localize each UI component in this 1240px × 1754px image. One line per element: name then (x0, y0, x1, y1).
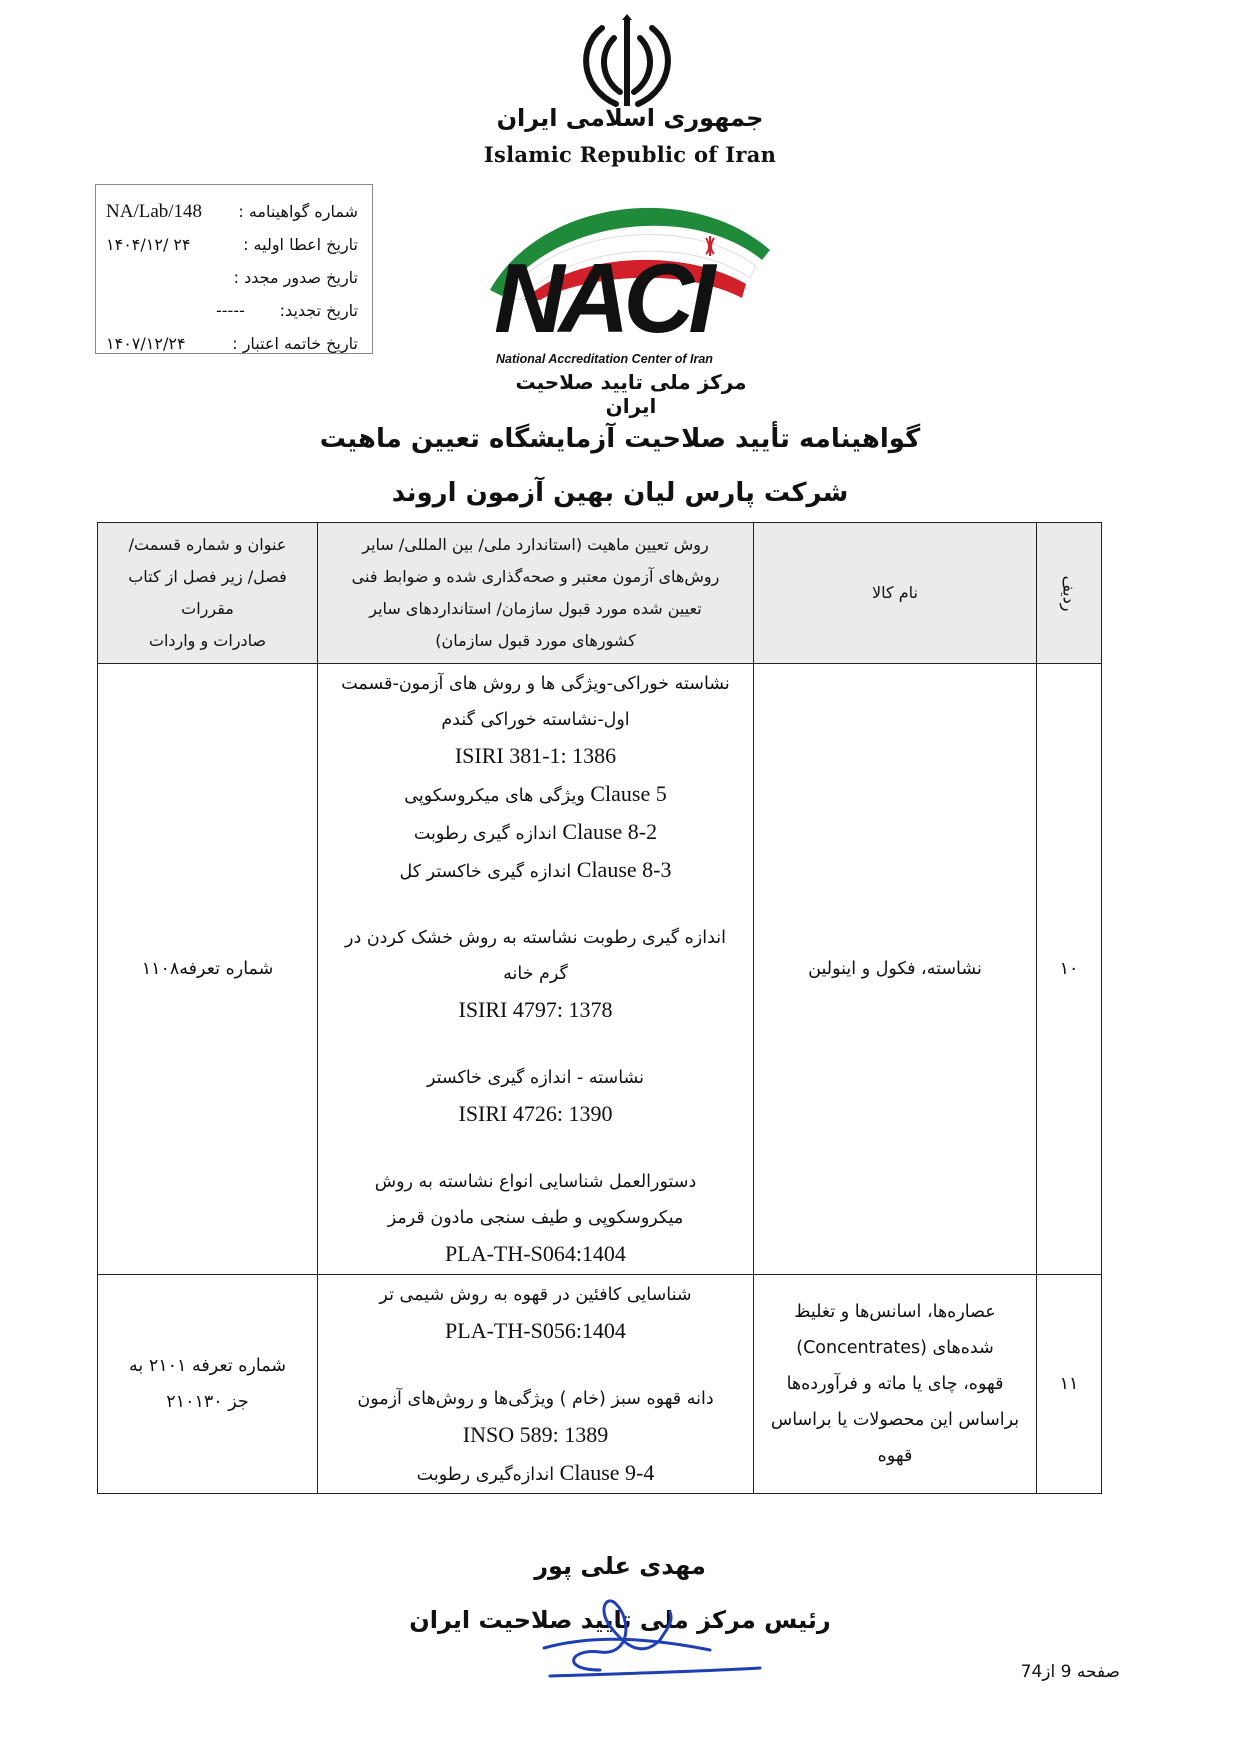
header-tariff-line: صادرات و واردات (148, 631, 267, 650)
signer-name: مهدی علی پور (534, 1552, 706, 1580)
product-line: براساس این محصولات یا براساس (770, 1410, 1020, 1430)
method-line (318, 1455, 753, 1493)
method-line (318, 814, 753, 852)
header-product-label: نام کالا (872, 583, 918, 602)
scope-table-body (98, 523, 1102, 1494)
product-line: نشاسته، فکول و اینولین (808, 959, 982, 979)
tariff-line: شماره تعرفه ۲۱۰۱ به (128, 1356, 286, 1376)
method-text: گرم خانه (503, 964, 568, 984)
method-line (318, 776, 753, 814)
method-line (318, 1200, 753, 1236)
method-code: Clause 8-3 (576, 857, 672, 882)
method-code: INSO 589: 1389 (462, 1422, 609, 1447)
method-text: اندازه گیری خاکستر کل (399, 862, 572, 882)
header-tariff-line: عنوان و شماره قسمت/ (128, 535, 287, 554)
method-spacer (318, 890, 753, 920)
method-line (318, 1164, 753, 1200)
row-number-cell (1037, 1275, 1102, 1494)
method-spacer (318, 1351, 753, 1381)
method-code: Clause 8-2 (562, 819, 658, 844)
certificate-info-box (95, 184, 373, 354)
method-line (318, 1381, 753, 1417)
method-line (318, 956, 753, 992)
method-line (318, 666, 753, 702)
method-text: ویژگی های میکروسکوپی (404, 786, 585, 806)
tariff-cell (98, 1275, 318, 1494)
product-line: عصاره‌ها، اسانس‌ها و تغلیظ (794, 1302, 996, 1322)
header-row-number-label: ردیف (1059, 575, 1079, 611)
method-line (318, 1236, 753, 1274)
method-text: میکروسکوپی و طیف سنجی مادون قرمز (387, 1208, 684, 1228)
reissue-label: تاریخ صدور مجدد : (233, 268, 358, 287)
header-method-line: روش‌های آزمون معتبر و صحه‌گذاری شده و ضوابط فنی (351, 567, 720, 586)
product-cell (754, 664, 1037, 1275)
method-line (318, 1060, 753, 1096)
cert-number-line (106, 195, 358, 228)
method-line (318, 702, 753, 738)
method-text: اندازه گیری رطوبت نشاسته به روش خشک کردن در (345, 928, 726, 948)
renewal-value: ----- (216, 301, 245, 320)
product-line: قهوه، چای یا ماته و فرآورده‌ها (786, 1374, 1004, 1394)
table-row (98, 664, 1102, 1275)
method-text: نشاسته - اندازه گیری خاکستر (426, 1068, 645, 1088)
method-line (318, 1277, 753, 1313)
naci-name-fa: مرکز ملی تایید صلاحیت ایران (515, 370, 747, 418)
method-code: Clause 9-4 (559, 1460, 655, 1485)
company-name: شرکت پارس لیان بهین آزمون اروند (391, 478, 849, 508)
header-tariff-line: مقررات (181, 599, 234, 618)
row-number-cell (1037, 664, 1102, 1275)
method-line (318, 1417, 753, 1455)
method-line (318, 1313, 753, 1351)
method-cell (318, 664, 754, 1275)
header-method-line: روش تعیین ماهیت (استاندارد ملی/ بین المللی/ سایر (362, 535, 709, 554)
method-text: دستورالعمل شناسایی انواع نشاسته به روش (374, 1172, 697, 1192)
initial-issue-value: ۱۴۰۴/۱۲/ ۲۴ (106, 235, 191, 254)
method-line (318, 992, 753, 1030)
method-text: اندازه گیری رطوبت (413, 824, 557, 844)
naci-name-en: National Accreditation Center of Iran (496, 352, 713, 366)
cert-number-value: NA/Lab/148 (106, 201, 203, 222)
method-cell (318, 1275, 754, 1494)
method-line (318, 852, 753, 890)
table-header-row (98, 523, 1102, 664)
method-code: ISIRI 4797: 1378 (458, 997, 613, 1022)
renewal-line (106, 294, 358, 327)
row-number: ۱۰ (1059, 959, 1079, 979)
tariff-cell (98, 664, 318, 1275)
expiry-value: ۱۴۰۷/۱۲/۲۴ (106, 334, 186, 353)
method-code: PLA-TH-S056:1404 (445, 1318, 626, 1343)
header-tariff-line: فصل/ زیر فصل از کتاب (128, 567, 287, 586)
method-code: Clause 5 (590, 781, 667, 806)
emblem-caption-fa: جمهوری اسلامی ایران (496, 104, 764, 132)
expiry-label: تاریخ خاتمه اعتبار : (232, 334, 358, 353)
method-line (318, 920, 753, 956)
method-code: ISIRI 381-1: 1386 (454, 743, 617, 768)
certificate-title: گواهینامه تأیید صلاحیت آزمایشگاه تعیین ماهیت (319, 424, 921, 454)
iran-emblem-icon (572, 14, 682, 114)
emblem-caption-en: Islamic Republic of Iran (483, 142, 777, 167)
method-text: اول-نشاسته خوراکی گندم (441, 710, 630, 730)
header-tariff (98, 523, 318, 664)
method-line (318, 738, 753, 776)
header-method (318, 523, 754, 664)
method-spacer (318, 1030, 753, 1060)
header-product (754, 523, 1037, 664)
method-text: شناسایی کافئین در قهوه به روش شیمی تر (379, 1285, 692, 1305)
tariff-line: جز ۲۱۰۱۳۰ (166, 1392, 249, 1412)
product-line: شده‌های (Concentrates) (796, 1338, 994, 1358)
signature-icon (540, 1590, 770, 1680)
method-text: اندازه‌گیری رطوبت (416, 1465, 555, 1485)
cert-number-label: شماره گواهینامه : (238, 202, 358, 221)
scope-table (97, 522, 1102, 1494)
reissue-line (106, 261, 358, 294)
method-line (318, 1096, 753, 1134)
page-number: صفحه 9 از74 (1020, 1662, 1120, 1682)
method-text: دانه قهوه سبز (خام ) ویژگی‌ها و روش‌های آزمون (357, 1389, 714, 1409)
product-cell (754, 1275, 1037, 1494)
initial-issue-line (106, 228, 358, 261)
header-method-line: کشورهای مورد قبول سازمان) (435, 631, 636, 650)
method-code: PLA-TH-S064:1404 (445, 1241, 626, 1266)
signer-title: رئیس مرکز ملی تایید صلاحیت ایران (409, 1606, 831, 1634)
method-code: ISIRI 4726: 1390 (458, 1101, 613, 1126)
header-row-number (1037, 523, 1102, 664)
row-number: ۱۱ (1059, 1374, 1079, 1394)
method-spacer (318, 1134, 753, 1164)
expiry-line (106, 327, 358, 360)
product-line: قهوه (877, 1446, 913, 1466)
header-method-line: تعیین شده مورد قبول سازمان/ استانداردهای سایر (369, 599, 702, 618)
initial-issue-label: تاریخ اعطا اولیه : (243, 235, 358, 254)
method-text: نشاسته خوراکی-ویژگی ها و روش های آزمون-قسمت (341, 674, 730, 694)
table-row (98, 1275, 1102, 1494)
renewal-label: تاریخ تجدید: (279, 301, 358, 320)
tariff-line: شماره تعرفه۱۱۰۸ (141, 959, 274, 979)
naci-wordmark: NACI (494, 243, 710, 353)
